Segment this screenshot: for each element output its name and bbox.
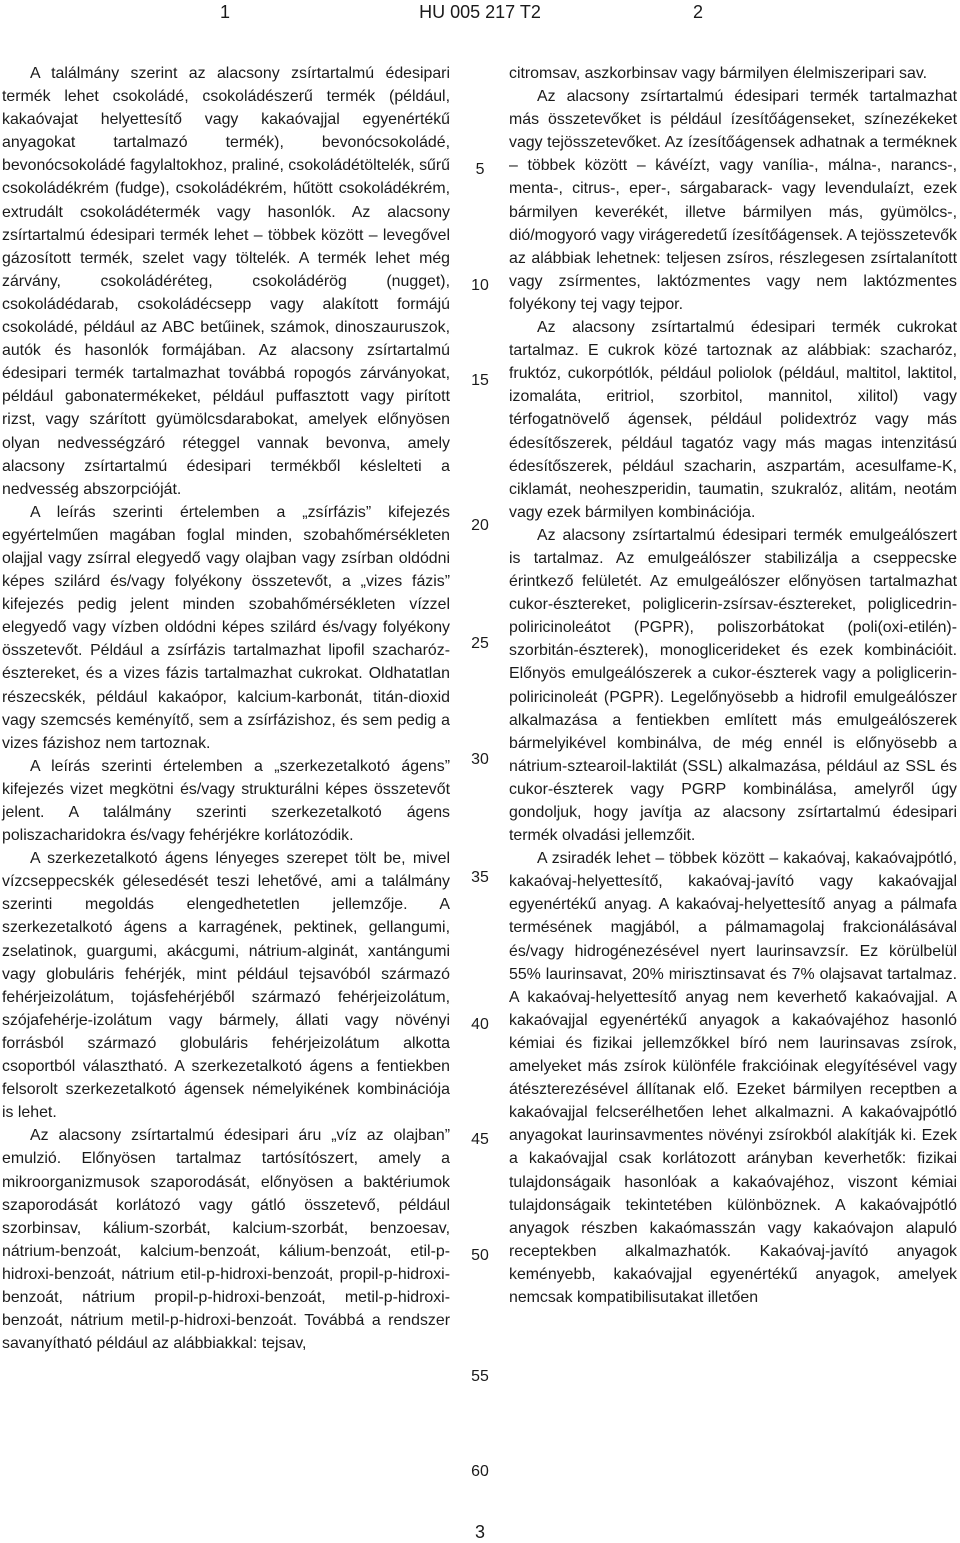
left-text-column bbox=[2, 62, 450, 1355]
line-number: 55 bbox=[471, 1368, 489, 1385]
paragraph: citromsav, aszkorbinsav vagy bármilyen élelmiszeripari sav. bbox=[509, 65, 927, 82]
line-number: 40 bbox=[471, 1016, 489, 1033]
line-number-gutter bbox=[462, 0, 498, 1541]
line-number: 10 bbox=[471, 277, 489, 294]
paragraph: Az alacsony zsírtartalmú édesipari termék emulgeálószert is tartalmaz. Az emulgeálószer stabilizálja a cseppecske érintkező felületét. Az emulgeálószer előnyösen tartalmazhat cukor-észtereket, poliglicerin-zsírsav-észtereket, poliglicedrin-poliricinoleátot (PGPR), poliszorbátokat (poli(oxi-etilén)-szorbitán-észterek), monoglicerideket és ezek kombinációit. Előnyös emulgeálószerek a cukor-észterek vagy a poliglicerin-poliricinoleát (PGPR). Legelőnyösebb a hidrofil emulgeálószer alkalmazása a fentiekben említett más emulgeálószerek bármelyikével kombinálva, de még ennél is előnyösebb a nátrium-sztearoil-laktilát (SSL) alkalmazása, például az SSL és cukor-észterek vagy PGRP kombinálása, amelyről úgy gondoljuk, hogy javítja az alacsony zsírtartalmú édesipari termék olvadási jellemzőit. bbox=[509, 526, 957, 845]
page-number-left: 1 bbox=[220, 2, 231, 22]
line-number: 30 bbox=[471, 751, 489, 768]
line-number: 50 bbox=[471, 1247, 489, 1264]
line-number: 5 bbox=[475, 161, 485, 178]
paragraph: Az alacsony zsírtartalmú édesipari termék tartalmazhat más összetevőket is például ízesítőágenseket, színezékeket vagy tejösszetevőket. Az ízesítőágensek adhatnak a terméknek – többek között – kávéízt, vagy vanília-, málna-, narancs-, menta-, citrus-, eper-, sárgabarack- vagy levendulaízt, ezek bármilyen keverékét, illetve bármilyen más, gyümölcs-, dió/mogyoró vagy virágeredetű ízesítőágensek. A tejösszetevők az alábbiak lehetnek: teljesen zsíros, részlegesen zsírtalanított vagy zsírmentes, laktózmentes vagy nem laktózmentes folyékony tej vagy tejpor. bbox=[509, 88, 957, 313]
line-number: 25 bbox=[471, 635, 489, 652]
line-number: 15 bbox=[471, 372, 489, 389]
paragraph: Az alacsony zsírtartalmú édesipari áru „víz az olajban” emulzió. Előnyösen tartalmaz tartósítószert, amely a mikroorganizmusok szaporodását, előnyösen a baktériumok szaporodását korlátozó vagy gátló összetevő, például szorbinsav, kálium-szorbát, kalcium-szorbát, benzoesav, nátrium-benzoát, kalcium-benzoát, kálium-benzoát, etil-p-hidroxi-benzoát, nátrium etil-p-hidroxi-benzoát, propil-p-hidroxi-benzoát, nátrium propil-p-hidroxi-benzoát, metil-p-hidroxi-benzoát, nátrium metil-p-hidroxi-benzoát. Továbbá a rendszer savanyítható például az alábbiakkal: tejsav, bbox=[2, 1127, 450, 1353]
paragraph: A szerkezetalkotó ágens lényeges szerepet tölt be, mivel vízcseppecskék gélesedését teszi lehetővé, ami a találmány szerinti megoldás elengedhetetlen jellemzője. A szerkezetalkotó ágens a karragének, pektinek, gellangumi, zselatinok, guargumi, akácgumi, nátrium-alginát, xantángumi vagy globuláris fehérjék, mint például tejsavóból származó fehérjeizolátum, tojásfehérjéből származó fehérjeizolátum, szójafehérje-izolátum vagy bármely, állati vagy növényi forrásból származó globuláris fehérjeizolátum alkotta csoportból választható. A szerkezetalkotó ágens a fentiekben felsorolt szerkezetalkotó ágensek némelyikének kombinációja is lehet. bbox=[2, 850, 450, 1122]
document-code: HU 005 217 T2 bbox=[419, 2, 541, 22]
page-footer-number: 3 bbox=[474, 1522, 485, 1542]
paragraph: A zsiradék lehet – többek között – kakaóvaj, kakaóvajpótló, kakaóvaj-helyettesítő, kakaóvaj-javító vagy kakaóvajjal egyenértékű anyag. A kakaóvaj-helyettesítő anyag a pálmafa termésének magjából, a pálmamagolaj frakcionálásával és/vagy hidrogénezésével nyert laurinsavzsír. Ez körülbelül 55% laurinsavat, 20% mirisztinsavat és 7% olajsavat tartalmaz. A kakaóvaj-helyettesítő anyag nem keverhető kakaóvajjal. A kakaóvajjal egyenértékű anyagok a kakaóvajéhoz hasonló kémiai és fizikai jellemzőkkel bíró nem laurinsavas zsírok, amelyeket más zsírok különféle frakcióinak elegyítésével vagy átészterezésével állítanak elő. Ezeket bármilyen receptben a kakaóvajjal felcserélhetően lehet alkalmazni. A kakaóvajpótló anyagokat laurinsavmentes növényi zsírokból alakítják ki. Ezek a kakaóvajjal csak korlátozott arányban keverhetők: fizikai tulajdonságaik hasonlóak a kakaóvajéhoz, viszont kémiai tulajdonságaik tekintetében különböznek. A kakaóvajpótló anyagok részben kakaómasszán vagy kakaóvajon alapuló receptekben alkalmazhatók. Kakaóvaj-javító anyagok keményebb, kakaóvajjal egyenértékű anyagok, amelyek nemcsak kompatibilisutakat illetően bbox=[509, 850, 957, 1306]
line-number: 35 bbox=[471, 869, 489, 886]
paragraph: A leírás szerinti értelemben a „zsírfázis” kifejezés egyértelműen magában foglal minden, szobahőmérsékleten olajjal vagy zsírral elegyedő vagy olajban vagy zsírban oldódni képes szilárd és/vagy folyékony összetevőt, a „vizes fázis” kifejezés pedig jelent minden szobahőmérsékleten vízzel elegyedő vagy vízben oldódni képes szilárd és/vagy folyékony összetevőt. Például a zsírfázis tartalmazhat lipofil szacharóz-észtereket, és a vizes fázis tartalmazhat cukrokat. Oldhatatlan részecskék, például kakaópor, kalcium-karbonát, titán-dioxid vagy szemcsés keményítő, sem a zsírfázishoz, és sem pedig a vizes fázishoz nem tartoznak. bbox=[2, 503, 450, 752]
right-text-column bbox=[509, 62, 957, 1309]
page-number-right: 2 bbox=[693, 2, 704, 22]
paragraph: A leírás szerinti értelemben a „szerkezetalkotó ágens” kifejezés vizet megkötni és/vagy strukturálni képes összetevőt jelent. A találmány szerinti szerkezetalkotó ágens poliszacharidokra és/vagy fehérjékre korlátozódik. bbox=[2, 757, 450, 845]
line-number: 45 bbox=[471, 1131, 489, 1148]
paragraph: Az alacsony zsírtartalmú édesipari termék cukrokat tartalmaz. E cukrok közé tartoznak az alábbiak: szacharóz, fruktóz, cukorpótlók, például poliolok (például, maltitol, laktitol, izomaláta, eritriol, szorbitol, mannitol, xilitol) vagy térfogatnövelő ágensek, például polidextróz vagy más édesítőszerek, például tagatóz vagy más magas intenzitású édesítőszerek, például szacharin, aszpartám, acesulfame-K, ciklamát, neoheszperidin, taumatin, szukralóz, alitám, neotám vagy ezek bármilyen kombinációja. bbox=[509, 319, 957, 521]
line-number: 20 bbox=[471, 517, 489, 534]
paragraph: A találmány szerint az alacsony zsírtartalmú édesipari termék lehet csokoládé, csokoládészerű termék (például, kakaóvajat helyettesítő vagy kakaóvajjal egyenértékű anyagokat tartalmazó termék), bevonócsokoládé, bevonócsokoládé fagylaltokhoz, praliné, csokoládétöltelék, sűrű csokoládékrém (fudge), csokoládékrém, hűtött csokoládékrém, extrudált csokoládétermék vagy hasonlók. Az alacsony zsírtartalmú édesipari termék lehet – többek között – levegővel gázosított termék, szelet vagy töltelék. A termék lehet még zárvány, csokoládéréteg, csokoládérög (nugget), csokoládédarab, csokoládécsepp vagy alakított formájú csokoládé, például az ABC betűinek, számok, dinoszauruszok, autók és hasonlók formájában. Az alacsony zsírtartalmú édesipari termék tartalmazhat továbbá ropogós zárványokat, például gabonatermékeket, például puffasztott vagy pirított rizst, vagy szárított gyümölcsdarabokat, amelyek előnyösen olyan nedvességzáró réteggel vannak bevonva, amely alacsony zsírtartalmú édesipari termékből késlelteti a nedvesség abszorpcióját. bbox=[2, 65, 450, 498]
line-number: 60 bbox=[471, 1463, 489, 1480]
